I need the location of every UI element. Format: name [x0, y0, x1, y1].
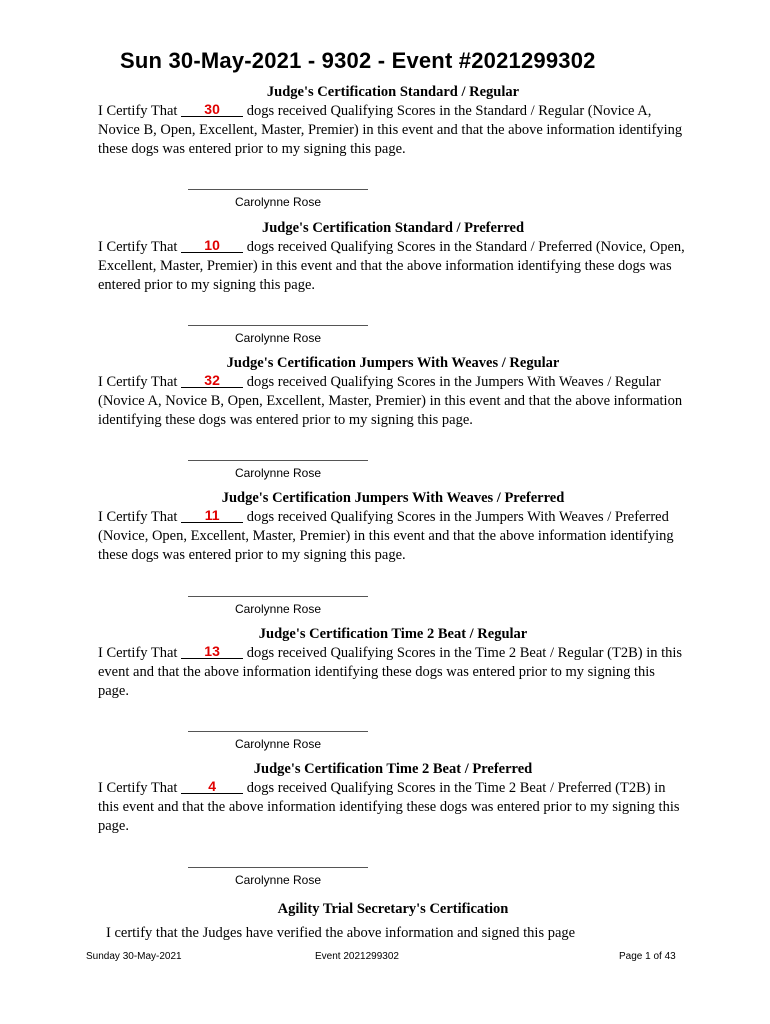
- certify-prefix: I Certify That: [98, 103, 182, 119]
- section-text: dogs received Qualifying Scores in the Time 2 Beat / Preferred (T2B) in this event and that the above information identifying these dogs was entered prior to my signing this page.: [98, 780, 680, 834]
- certification-section: [98, 760, 688, 836]
- signature-line: [188, 731, 368, 732]
- footer-date: Sunday 30-May-2021: [86, 951, 182, 962]
- section-text: dogs received Qualifying Scores in the Standard / Preferred (Novice, Open, Excellent, Master, Premier) in this event and that the above information identifying these dogs was entered prior to my signing this page.: [98, 239, 685, 293]
- certification-section: [98, 83, 688, 159]
- section-title: Judge's Certification Jumpers With Weaves / Regular: [226, 355, 560, 371]
- signature-line: [188, 460, 368, 461]
- section-title: Judge's Certification Time 2 Beat / Preferred: [253, 761, 533, 777]
- signer-name: Carolynne Rose: [234, 737, 322, 751]
- signer-name: Carolynne Rose: [234, 331, 322, 345]
- qualifying-count-field[interactable]: 4: [181, 779, 243, 794]
- certify-prefix: I Certify That: [98, 374, 182, 390]
- section-text: dogs received Qualifying Scores in the Time 2 Beat / Regular (T2B) in this event and that the above information identifying these dogs was entered prior to my signing this page.: [98, 645, 683, 699]
- section-body: [98, 102, 688, 159]
- certification-section: [98, 489, 688, 565]
- section-body: [98, 373, 688, 430]
- qualifying-count-field[interactable]: 11: [181, 508, 243, 523]
- signer-name: Carolynne Rose: [234, 602, 322, 616]
- qualifying-count-field[interactable]: 13: [181, 644, 243, 659]
- section-body: [98, 238, 688, 295]
- section-body: [98, 508, 688, 565]
- footer-page-number: Page 1 of 43: [619, 951, 676, 962]
- section-body: [98, 644, 688, 701]
- section-title: Judge's Certification Standard / Preferred: [261, 220, 525, 236]
- certification-section: [98, 625, 688, 701]
- certification-section: [98, 354, 688, 430]
- signature-line: [188, 867, 368, 868]
- section-title: Judge's Certification Time 2 Beat / Regular: [258, 626, 528, 642]
- qualifying-count-field[interactable]: 10: [181, 238, 243, 253]
- signature-line: [188, 596, 368, 597]
- signature-line: [188, 325, 368, 326]
- certify-prefix: I Certify That: [98, 509, 182, 525]
- section-text: dogs received Qualifying Scores in the Jumpers With Weaves / Regular (Novice A, Novice B, Open, Excellent, Master, Premier) in this event and that the above information identifying these dogs was entered prior to my signing this page.: [98, 374, 683, 428]
- certify-prefix: I Certify That: [98, 645, 182, 661]
- signer-name: Carolynne Rose: [234, 466, 322, 480]
- secretary-certification-title: Agility Trial Secretary's Certification: [277, 901, 509, 917]
- footer-event: Event 2021299302: [315, 951, 399, 962]
- section-title: Judge's Certification Jumpers With Weaves / Preferred: [221, 490, 565, 506]
- section-body: [98, 779, 688, 836]
- signer-name: Carolynne Rose: [234, 195, 322, 209]
- certify-prefix: I Certify That: [98, 239, 182, 255]
- certify-prefix: I Certify That: [98, 780, 182, 796]
- signature-line: [188, 189, 368, 190]
- qualifying-count-field[interactable]: 32: [181, 373, 243, 388]
- qualifying-count-field[interactable]: 30: [181, 102, 243, 117]
- secretary-certification-text: I certify that the Judges have verified the above information and signed this page: [106, 925, 576, 941]
- certification-section: [98, 219, 688, 295]
- page-heading: Sun 30-May-2021 - 9302 - Event #2021299302: [120, 48, 596, 73]
- section-text: dogs received Qualifying Scores in the Jumpers With Weaves / Preferred (Novice, Open, Excellent, Master, Premier) in this event and that the above information identifying these dogs was entered prior to my signing this page.: [98, 509, 674, 563]
- signer-name: Carolynne Rose: [234, 873, 322, 887]
- section-text: dogs received Qualifying Scores in the Standard / Regular (Novice A, Novice B, Open, Excellent, Master, Premier) in this event and that the above information identifying these dogs was entered prior to my signing this page.: [98, 103, 683, 157]
- section-title: Judge's Certification Standard / Regular: [266, 84, 520, 100]
